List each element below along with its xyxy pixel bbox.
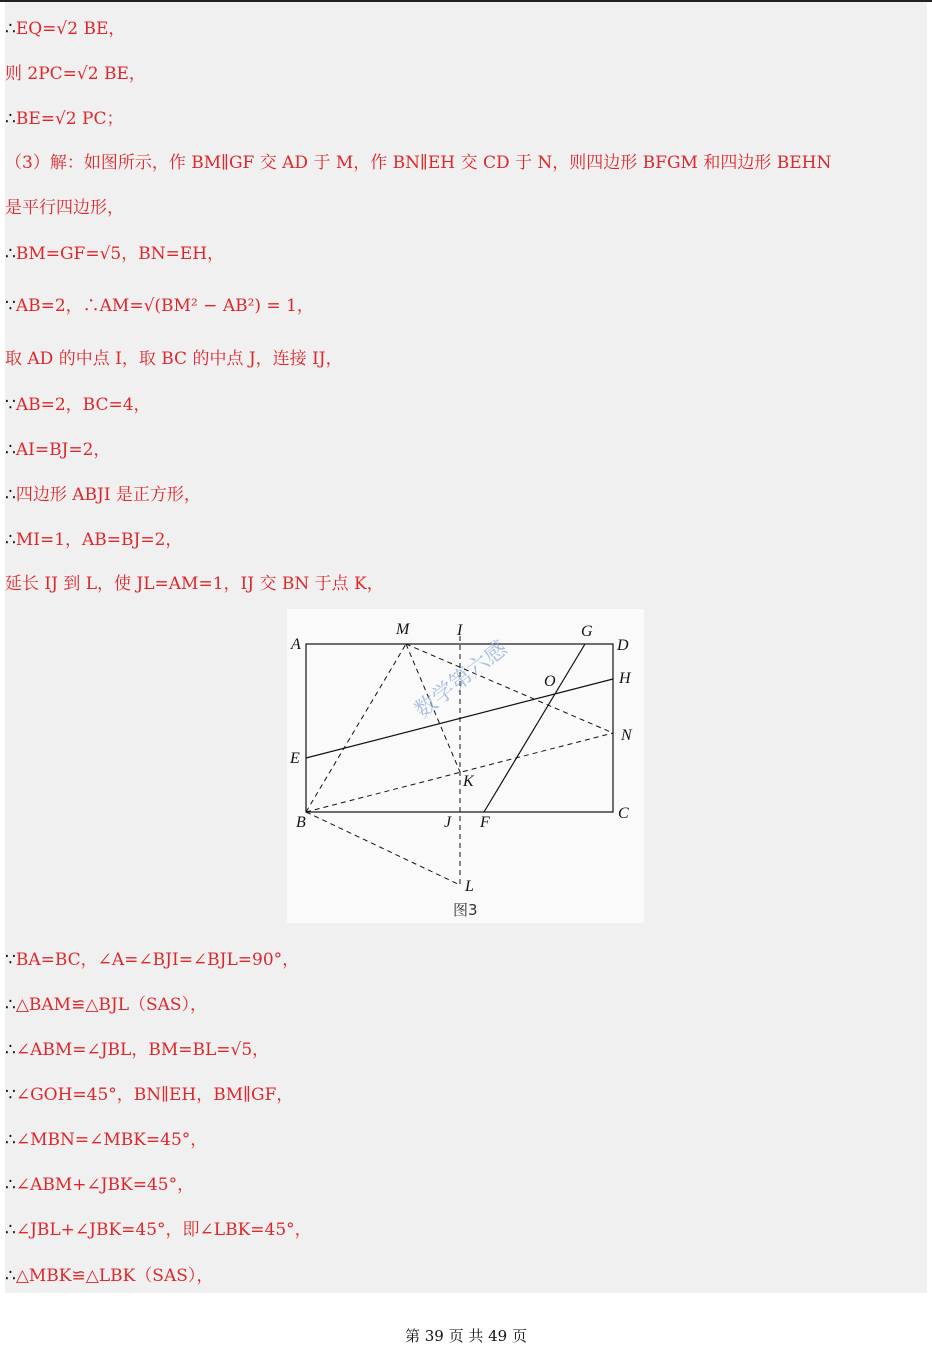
solution-line: 则 2PC=√2 BE， — [5, 64, 146, 84]
label-l: L — [465, 878, 474, 895]
page-footer: 第 39 页 共 49 页 — [404, 1327, 527, 1345]
label-j: J — [444, 814, 452, 831]
solution-line: ∴AI=BJ=2， — [5, 440, 111, 460]
label-e: E — [290, 750, 300, 767]
solution-line: ∴BE=√2 PC； — [5, 109, 124, 129]
solution-line: ∴∠ABM=∠JBL，BM=BL=√5， — [5, 1040, 270, 1060]
solution-line: ∴△BAM≌△BJL（SAS）， — [5, 995, 208, 1015]
solution-line: 延长 IJ 到 L，使 JL=AM=1，IJ 交 BN 于点 K， — [5, 574, 384, 594]
solution-line: 是平行四边形， — [5, 198, 124, 218]
solution-line: ∴∠ABM+∠JBK=45°， — [5, 1175, 195, 1195]
solution-line: ∴EQ=√2 BE， — [5, 19, 126, 39]
solution-line: （3）解：如图所示，作 BM∥GF 交 AD 于 M，作 BN∥EH 交 CD 于 N，则四边形 BFGM 和四边形 BEHN — [5, 153, 832, 173]
watermark-text: 数学第六感 — [410, 636, 513, 724]
solution-line: ∴△MBK≌△LBK（SAS）， — [5, 1266, 214, 1286]
label-k: K — [463, 773, 474, 790]
label-b: B — [296, 814, 306, 831]
line-fg — [484, 644, 585, 812]
solution-line: 取 AD 的中点 I，取 BC 的中点 J，连接 IJ， — [5, 349, 343, 369]
label-i: I — [457, 622, 463, 639]
geometry-figure — [287, 609, 644, 923]
dashed-bl — [306, 812, 460, 885]
solution-line: ∴∠MBN=∠MBK=45°， — [5, 1130, 208, 1150]
solution-line: ∴∠JBL+∠JBK=45°，即∠LBK=45°， — [5, 1220, 312, 1240]
label-a: A — [291, 636, 301, 653]
label-g: G — [581, 623, 593, 640]
solution-line: ∴BM=GF=√5，BN=EH， — [5, 244, 225, 264]
label-n: N — [621, 727, 632, 744]
figure-caption: 图3 — [453, 901, 478, 919]
label-h: H — [619, 670, 631, 687]
solution-line: ∴MI=1，AB=BJ=2， — [5, 530, 183, 550]
figure-svg — [287, 609, 644, 923]
dashed-bm — [306, 644, 406, 812]
label-c: C — [618, 805, 629, 822]
label-f: F — [480, 814, 490, 831]
label-o: O — [544, 673, 556, 690]
label-m: M — [396, 621, 410, 638]
solution-line: ∵AB=2，∴AM=√(BM² − AB²) = 1， — [5, 296, 314, 316]
solution-line: ∵AB=2，BC=4， — [5, 395, 151, 415]
solution-line: ∵∠GOH=45°，BN∥EH，BM∥GF， — [5, 1085, 294, 1105]
solution-line: ∴四边形 ABJI 是正方形， — [5, 485, 201, 505]
solution-line: ∵BA=BC，∠A=∠BJI=∠BJL=90°， — [5, 950, 300, 970]
label-d: D — [617, 637, 629, 654]
